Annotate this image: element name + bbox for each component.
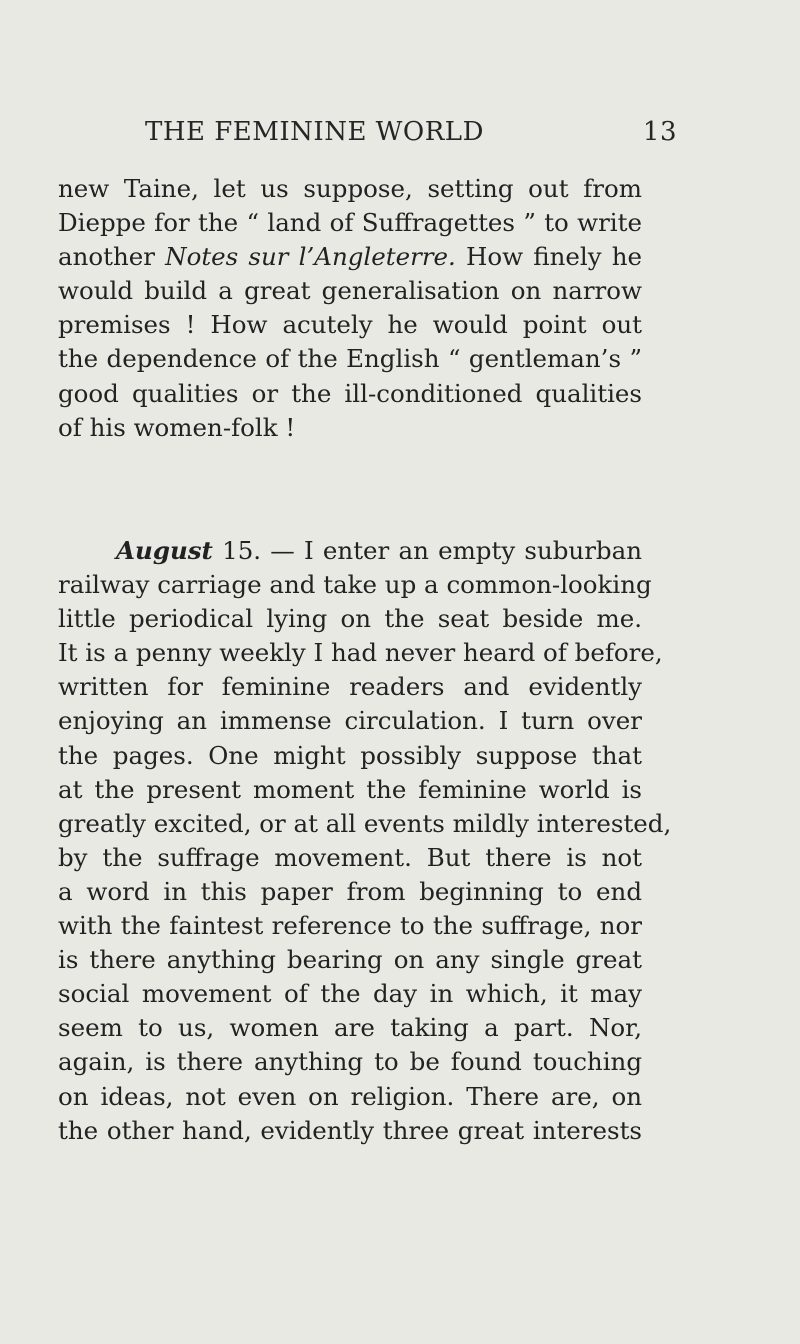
- text-line: the pages. One might possibly suppose that: [58, 740, 642, 770]
- book-title: Notes sur l’Angleterre.: [165, 242, 456, 272]
- paragraph-1: [58, 172, 642, 445]
- text-line: railway carriage and take up a common-looking: [58, 570, 652, 600]
- paragraph-2: [58, 534, 672, 1148]
- text-line: a word in this paper from beginning to end: [58, 876, 642, 906]
- text-fragment: How finely he: [455, 242, 642, 272]
- text-line: by the suffrage movement. But there is not: [58, 842, 642, 872]
- text-line: new Taine, let us suppose, setting out from: [58, 174, 642, 203]
- text-line: greatly excited, or at all events mildly interested,: [58, 808, 672, 838]
- text-fragment: another: [58, 242, 166, 272]
- text-line: It is a penny weekly I had never heard of before,: [58, 638, 663, 668]
- text-line: again, is there anything to be found touching: [58, 1047, 642, 1077]
- text-line: at the present moment the feminine world is: [58, 774, 642, 804]
- text-fragment: 15. — I enter an empty suburban: [212, 536, 642, 565]
- text-line: premises ! How acutely he would point out: [58, 310, 642, 340]
- text-line: is there anything bearing on any single great: [58, 945, 642, 975]
- text-line: the dependence of the English “ gentleman’s ”: [58, 344, 642, 374]
- text-line: of his women-folk !: [58, 412, 296, 442]
- text-line: social movement of the day in which, it may: [58, 979, 642, 1009]
- text-line: seem to us, women are taking a part. Nor,: [58, 1013, 642, 1043]
- page-number: 13: [642, 117, 677, 147]
- text-line: [58, 240, 642, 274]
- running-title: THE FEMININE WORLD: [145, 117, 484, 147]
- text-line: the other hand, evidently three great interests: [58, 1115, 642, 1145]
- text-line: would build a great generalisation on narrow: [58, 276, 642, 306]
- text-line: little periodical lying on the seat beside me.: [58, 604, 642, 634]
- text-line: Dieppe for the “ land of Suffragettes ” to write: [58, 208, 642, 238]
- text-line: good qualities or the ill-conditioned qualities: [58, 378, 642, 408]
- text-line: with the faintest reference to the suffrage, nor: [58, 911, 642, 941]
- text-line: written for feminine readers and evidently: [58, 672, 642, 702]
- text-line: on ideas, not even on religion. There are, on: [58, 1081, 642, 1111]
- text-line: enjoying an immense circulation. I turn over: [58, 706, 642, 736]
- text-line: [58, 534, 642, 568]
- entry-date: August: [116, 536, 213, 565]
